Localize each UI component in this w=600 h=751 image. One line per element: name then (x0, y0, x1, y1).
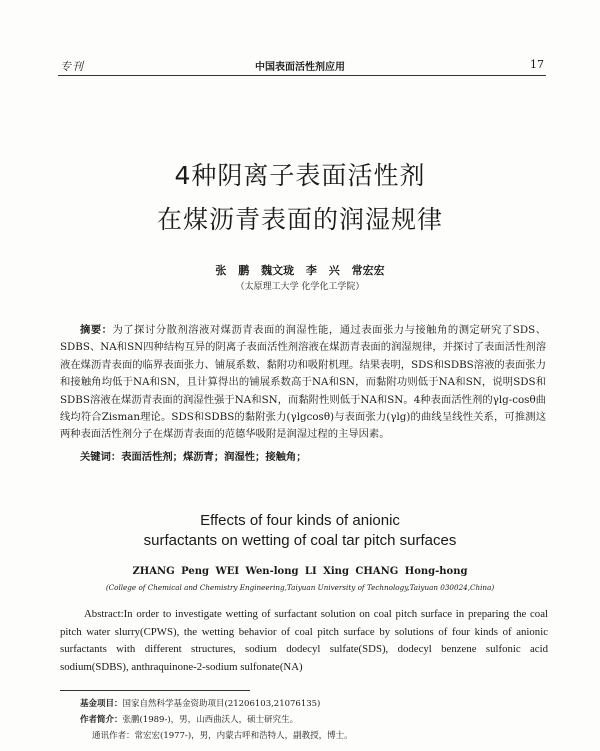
authors-zh: 张 鹏 魏文珑 李 兴 常宏宏 (215, 264, 385, 277)
keywords-zh (80, 448, 307, 463)
affiliation-zh: （太原理工大学 化学化工学院） (235, 282, 365, 292)
author-bio-label: 作者简介： (80, 715, 123, 725)
column-label: 专刊 (60, 60, 84, 73)
title-zh-line1: 4种阴离子表面活性剂 (174, 161, 426, 190)
authors-en: ZHANG Peng WEI Wen-long LI Xing CHANG Hong-hong (132, 566, 468, 577)
author-bio-text: 张鹏(1989-)，男，山西曲沃人，硕士研究生。 (122, 715, 299, 725)
corresponding-label: 通讯作者： (92, 731, 135, 741)
title-en-line2: surfactants on wetting of coal tar pitch surfaces (143, 532, 457, 549)
header-rule (58, 75, 546, 76)
title-en-line1: Effects of four kinds of anionic (200, 512, 400, 529)
abstract-en-label: Abstract: (84, 608, 124, 620)
title-zh-line2: 在煤沥青表面的润湿规律 (156, 205, 443, 234)
journal-name: 中国表面活性剂应用 (255, 62, 345, 73)
abstract-zh (60, 322, 546, 444)
footnote-fund (80, 697, 320, 709)
footnote-author (80, 713, 298, 725)
abstract-zh-label: 摘要： (80, 324, 113, 336)
footnote-rule (60, 690, 250, 691)
keywords-zh-text: 表面活性剂；煤沥青；润湿性；接触角； (121, 451, 307, 463)
fund-text: 国家自然科学基金资助项目(21206103,21076135) (122, 699, 321, 709)
affiliation-en: (College of Chemical and Chemistry Engineering,Taiyuan University of Technology,Taiyuan 030024,China) (105, 583, 495, 592)
abstract-en (60, 606, 548, 676)
abstract-en-text: In order to investigate wetting of surfactant solution on coal pitch surface in preparing the coal pitch water slurry(CPWS), the wetting behavior of coal pitch surface by solutions of four kinds of anionic surfactants with different structures, sodium dodecyl sulfate(SDS), dodecyl benzene sulfonic acid sodium(SDBS), anthraquinone-2-sodium sulfonate(NA) (60, 608, 548, 673)
fund-label: 基金项目： (80, 699, 123, 709)
keywords-zh-label: 关键词： (80, 451, 122, 463)
corresponding-text: 常宏宏(1977-)，男，内蒙古呼和浩特人，副教授，博士。 (134, 731, 353, 741)
footnote-corresponding (92, 729, 353, 741)
abstract-zh-text: 为了探讨分散剂溶液对煤沥青表面的润湿性能，通过表面张力与接触角的测定研究了SDS、SDBS、NA和SN四种结构互异的阴离子表面活性剂溶液在煤沥青表面的润湿规律，并探讨了表面活性剂溶液在煤沥青表面的临界表面张力、铺展系数、黏附功和吸附机理。结果表明，SDS和SDBS溶液的表面张力和接触角均低于NA和SN，且计算得出的铺展系数高于NA和SN，而黏附功则低于NA和SN，说明SDS和SDBS溶液在煤沥青表面的润湿性强于NA和SN，而黏附性则低于NA和SN。4种表面活性剂的γlg-cosθ曲线均符合Zisman理论。SDS和SDBS的黏附张力(γlgcosθ)与表面张力(γlg)的曲线呈线性关系，可推测这两种表面活性剂分子在煤沥青表面的范德华吸附是润湿过程的主导因素。 (60, 324, 547, 441)
page-number: 17 (530, 58, 544, 71)
